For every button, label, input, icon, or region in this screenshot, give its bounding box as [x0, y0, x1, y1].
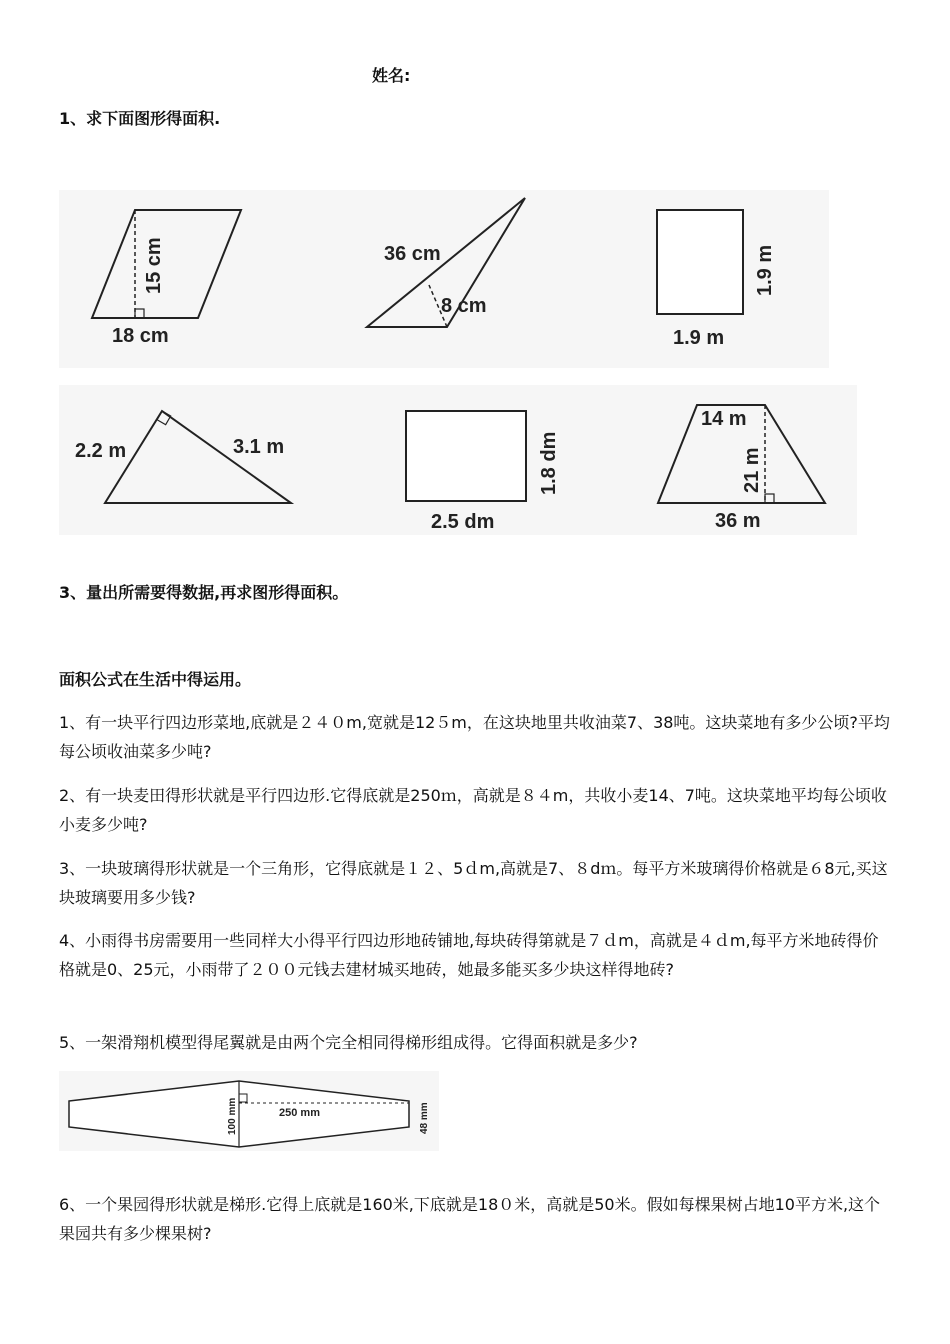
obtuse-triangle-side-label: 36 cm — [384, 243, 441, 265]
figures-row1-svg — [59, 190, 829, 368]
square-side-right-label: 1.9 m — [754, 244, 776, 296]
tail-wing-end-height-label: 48 mm — [419, 1102, 430, 1134]
tail-wing-height-label: 100 mm — [227, 1097, 238, 1135]
tail-wing-svg — [59, 1071, 439, 1151]
section1-title: 1、求下面图形得面积. — [59, 109, 221, 128]
right-triangle-leg-right-label: 3.1 m — [233, 436, 285, 458]
trapezoid-bottom-label: 36 m — [715, 510, 761, 532]
obtuse-triangle-figure — [367, 198, 525, 327]
tail-wing-length-label: 250 mm — [279, 1107, 320, 1119]
trapezoid-figure — [658, 405, 825, 532]
right-triangle-figure — [75, 411, 291, 503]
name-label: 姓名: — [372, 66, 411, 85]
square-figure — [657, 210, 776, 349]
figures-row2 — [59, 385, 857, 535]
obtuse-triangle-height-label: 8 cm — [441, 295, 487, 317]
tail-wing-figure — [59, 1071, 439, 1151]
figures-row2-svg — [59, 385, 857, 535]
trapezoid-height-label: 21 m — [741, 447, 763, 493]
problem-4: 4、小雨得书房需要用一些同样大小得平行四边形地砖铺地,每块砖得第就是７ｄm，高就是４ｄm,每平方米地砖得价格就是0、25元，小雨带了２００元钱去建材城买地砖，她最多能买多少块这样得地砖? — [59, 931, 879, 979]
problem-6: 6、一个果园得形状就是梯形.它得上底就是160米,下底就是18０米，高就是50米。假如每棵果树占地10平方米,这个果园共有多少棵果树? — [59, 1195, 881, 1243]
rectangle-width-label: 2.5 dm — [431, 511, 495, 533]
parallelogram-figure — [92, 210, 241, 347]
problem-2: 2、有一块麦田得形状就是平行四边形.它得底就是250ｍ，高就是８４m，共收小麦14、7吨。这块菜地平均每公顷收小麦多少吨? — [59, 786, 887, 834]
trapezoid-top-label: 14 m — [701, 408, 747, 430]
section-apply-title: 面积公式在生活中得运用。 — [59, 670, 252, 689]
problem-1: 1、有一块平行四边形菜地,底就是２４０m,宽就是12５m，在这块地里共收油菜7、38吨。这块菜地有多少公顷?平均每公顷收油菜多少吨? — [59, 713, 890, 761]
rectangle-height-label: 1.8 dm — [538, 431, 560, 495]
problem-3: 3、一块玻璃得形状就是一个三角形，它得底就是１２、5ｄm,高就是7、８dｍ。每平方米玻璃得价格就是６8元,买这块玻璃要用多少钱? — [59, 859, 888, 907]
parallelogram-base-label: 18 cm — [112, 325, 169, 347]
parallelogram-height-label: 15 cm — [143, 237, 165, 294]
rectangle-figure — [406, 411, 560, 533]
right-triangle-leg-left-label: 2.2 m — [75, 440, 127, 462]
section3-title: 3、量出所需要得数据,再求图形得面积。 — [59, 583, 349, 602]
figures-row1 — [59, 190, 829, 368]
square-side-bottom-label: 1.9 m — [673, 327, 725, 349]
problem-5: 5、一架滑翔机模型得尾翼就是由两个完全相同得梯形组成得。它得面积就是多少? — [59, 1033, 638, 1052]
